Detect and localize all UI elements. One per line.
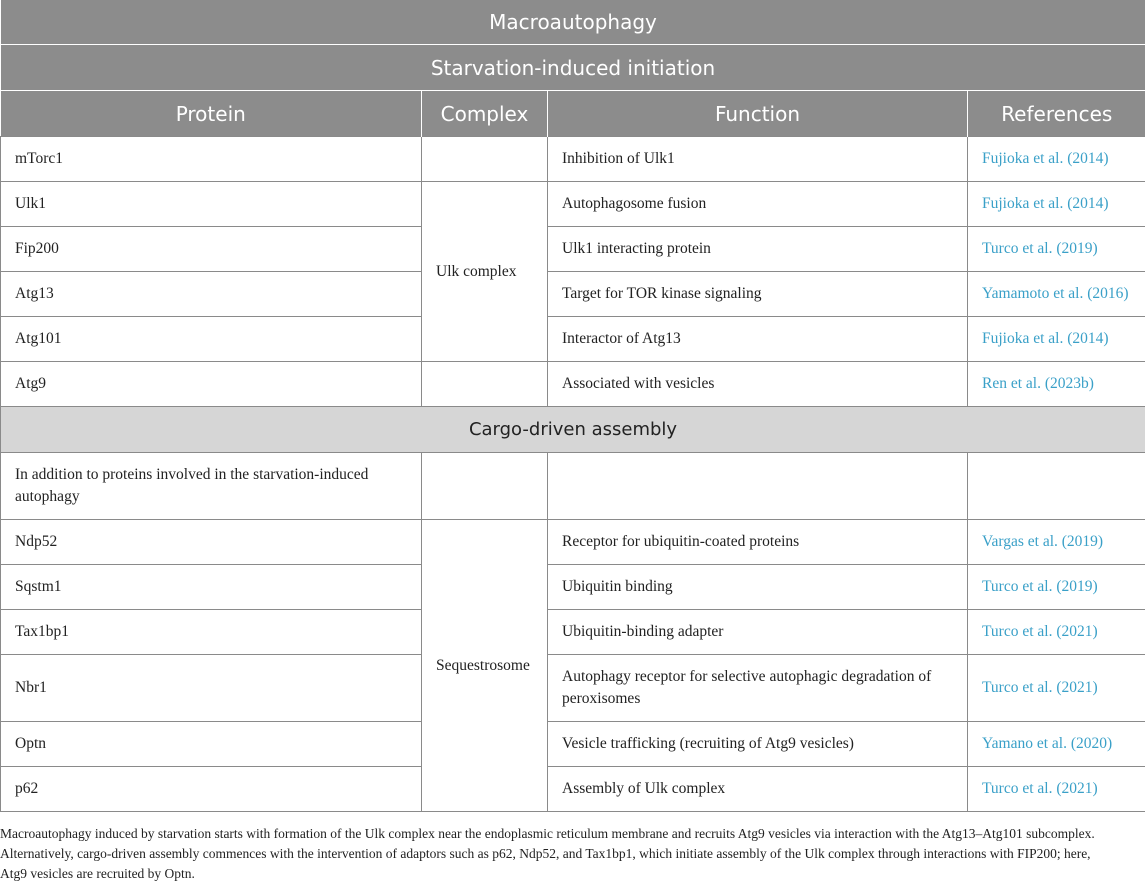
- protein-cell: Ndp52: [1, 520, 422, 565]
- intro-cell: In addition to proteins involved in the starvation-induced autophagy: [1, 453, 422, 520]
- protein-cell: p62: [1, 767, 422, 812]
- function-cell: [548, 453, 968, 520]
- reference-link[interactable]: Fujioka et al. (2014): [968, 137, 1145, 182]
- protein-cell: Ulk1: [1, 182, 422, 227]
- section-header-starvation: Starvation-induced initiation: [1, 45, 1145, 91]
- reference-link[interactable]: Vargas et al. (2019): [968, 520, 1145, 565]
- column-header-references: References: [968, 91, 1145, 137]
- function-cell: Ubiquitin-binding adapter: [548, 610, 968, 655]
- column-header-row: [1, 91, 1145, 137]
- table-footnote: Macroautophagy induced by starvation starts with formation of the Ulk complex near the endoplasmic reticulum membrane and recruits Atg9 vesicles via interaction with the Atg13–Atg101 subcomplex. Alternatively, cargo-driven assembly commences with the intervention of adaptors such as p62, Ndp52, and Tax1bp1, which initiate assembly of the Ulk complex through interactions with FIP200; here, Atg9 vesicles are recruited by Optn.: [0, 826, 1095, 881]
- reference-link[interactable]: Turco et al. (2021): [968, 610, 1145, 655]
- section-header-cargo: Cargo-driven assembly: [1, 407, 1145, 453]
- protein-cell: mTorc1: [1, 137, 422, 182]
- reference-link[interactable]: Fujioka et al. (2014): [968, 317, 1145, 362]
- section-header-row: [1, 407, 1145, 453]
- complex-cell: [422, 137, 548, 182]
- function-cell: Ubiquitin binding: [548, 565, 968, 610]
- function-cell: Associated with vesicles: [548, 362, 968, 407]
- function-cell: Target for TOR kinase signaling: [548, 272, 968, 317]
- column-header-complex: Complex: [422, 91, 548, 137]
- protein-cell: Optn: [1, 722, 422, 767]
- complex-cell: Sequestrosome: [422, 520, 548, 812]
- reference-link[interactable]: Fujioka et al. (2014): [968, 182, 1145, 227]
- protein-cell: Sqstm1: [1, 565, 422, 610]
- table-row: [1, 362, 1145, 407]
- protein-cell: Atg101: [1, 317, 422, 362]
- table-row: [1, 453, 1145, 520]
- table-row: [1, 317, 1145, 362]
- column-header-function: Function: [548, 91, 968, 137]
- complex-cell: [422, 453, 548, 520]
- reference-cell: [968, 453, 1145, 520]
- protein-cell: Fip200: [1, 227, 422, 272]
- column-header-protein: Protein: [1, 91, 422, 137]
- function-cell: Interactor of Atg13: [548, 317, 968, 362]
- table-title-row: [1, 0, 1145, 45]
- table-title: Macroautophagy: [1, 0, 1145, 45]
- protein-cell: Atg13: [1, 272, 422, 317]
- function-cell: Vesicle trafficking (recruiting of Atg9 vesicles): [548, 722, 968, 767]
- complex-cell: Ulk complex: [422, 182, 548, 362]
- function-cell: Receptor for ubiquitin-coated proteins: [548, 520, 968, 565]
- table-row: [1, 565, 1145, 610]
- reference-link[interactable]: Yamano et al. (2020): [968, 722, 1145, 767]
- table-row: [1, 272, 1145, 317]
- complex-cell: [422, 362, 548, 407]
- protein-cell: Tax1bp1: [1, 610, 422, 655]
- protein-cell: Atg9: [1, 362, 422, 407]
- table-row: [1, 182, 1145, 227]
- table-row: [1, 227, 1145, 272]
- function-cell: Inhibition of Ulk1: [548, 137, 968, 182]
- reference-link[interactable]: Turco et al. (2021): [968, 767, 1145, 812]
- table-row: [1, 722, 1145, 767]
- function-cell: Assembly of Ulk complex: [548, 767, 968, 812]
- function-cell: Ulk1 interacting protein: [548, 227, 968, 272]
- reference-link[interactable]: Yamamoto et al. (2016): [968, 272, 1145, 317]
- reference-link[interactable]: Turco et al. (2021): [968, 655, 1145, 722]
- table-row: [1, 137, 1145, 182]
- table-row: [1, 655, 1145, 722]
- table-row: [1, 520, 1145, 565]
- function-cell: Autophagy receptor for selective autophagic degradation of peroxisomes: [548, 655, 968, 722]
- table-row: [1, 610, 1145, 655]
- protein-cell: Nbr1: [1, 655, 422, 722]
- reference-link[interactable]: Ren et al. (2023b): [968, 362, 1145, 407]
- reference-link[interactable]: Turco et al. (2019): [968, 227, 1145, 272]
- table-row: [1, 767, 1145, 812]
- section-header-row: [1, 45, 1145, 91]
- reference-link[interactable]: Turco et al. (2019): [968, 565, 1145, 610]
- function-cell: Autophagosome fusion: [548, 182, 968, 227]
